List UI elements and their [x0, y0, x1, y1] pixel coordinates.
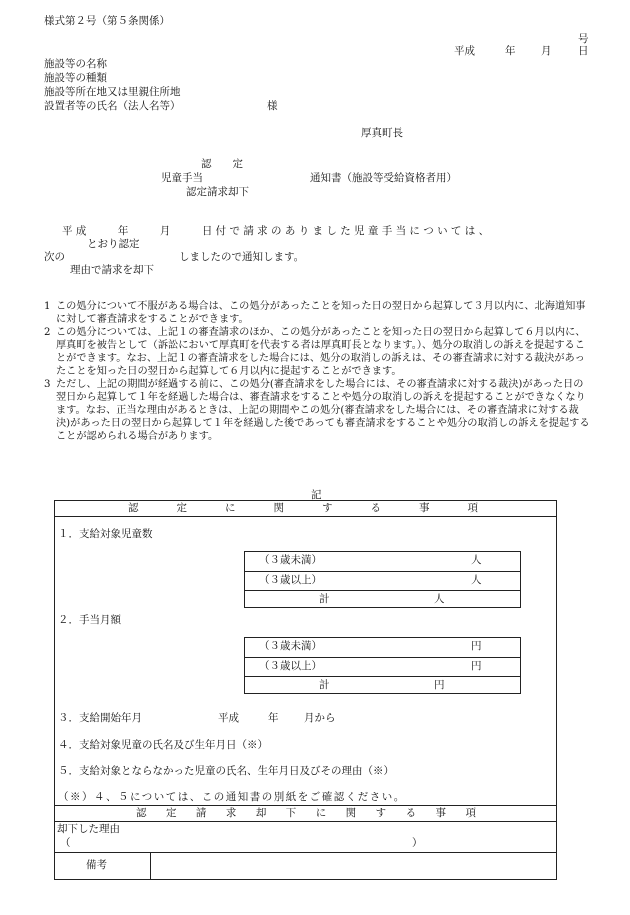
date-day: 日 [578, 45, 589, 57]
reject-reason-close: ） [412, 837, 423, 849]
honorific: 様 [267, 100, 278, 112]
facility-address-label: 施設等所在地又は里親住所地 [44, 86, 181, 98]
title-child-allowance: 児童手当 [161, 172, 203, 184]
title-notice: 通知書（施設等受給資格者用） [310, 172, 457, 184]
number-mark: 号 [578, 33, 589, 45]
item4-label: ４．支給対象児童の氏名及び生年月日（※） [58, 739, 268, 751]
table-row: （３歳以上） 円 [245, 657, 520, 676]
divider [150, 852, 151, 880]
facility-name-label: 施設等の名称 [44, 58, 107, 70]
body-tail: しましたので通知します。 [179, 251, 305, 263]
body-option-reject: 理由で請求を却下 [70, 264, 154, 276]
remark: （※）４、５については、この通知書の別紙をご確認ください。 [58, 791, 406, 803]
issuer: 厚真町長 [361, 127, 403, 139]
item1-label: １．支給対象児童数 [58, 528, 153, 540]
item3-year: 年 [268, 712, 279, 724]
table-row: （３歳以上） 人 [245, 571, 520, 590]
table-row: （３歳未満） 人 [259, 554, 482, 566]
reject-header: 認 定 請 求 却 下 に 関 す る 事 項 [136, 807, 476, 819]
item2-label: ２．手当月額 [58, 614, 121, 626]
form-id: 様式第２号（第５条関係） [44, 15, 170, 27]
owner-name-label: 設置者等の氏名（法人名等） [44, 100, 181, 112]
allowance-amount-table [244, 637, 521, 694]
item3-month: 月から [304, 712, 336, 724]
note-item: 2 この処分については、上記１の審査請求のほか、この処分があったことを知った日の翌日から起算して６月以内に、厚真町を被告として（訴訟において厚真町を代表する者は厚真町長となります。）、処分の取消しの訴えを提起することができます。なお、上記１の審査請求をした場合には、処分の取消しの訴えは、その審査請求に対する裁決があったことを知った日の翌日から起算して６月以内に提起することができます。 [44, 327, 586, 377]
note-item: 1 この処分について不服がある場合は、この処分があったことを知った日の翌日から起算して３月以内に、北海道知事に対して審査請求をすることができます。 [44, 301, 586, 325]
body-line1: 平 成 年 月 日 付 で 請 求 の あ り ま し た 児 童 手 当 に つ い て は 、 [62, 225, 490, 237]
divider [54, 852, 557, 853]
ki-mark: 記 [311, 489, 322, 501]
facility-type-label: 施設等の種類 [44, 72, 107, 84]
reject-reason-open: （ [60, 837, 71, 849]
body-next: 次の [44, 251, 65, 263]
cert-header: 認 定 に 関 す る 事 項 [128, 502, 478, 514]
item5-label: ５．支給対象とならなかった児童の氏名、生年月日及びその理由（※） [58, 765, 394, 777]
date-era: 平成 [454, 45, 475, 57]
divider [54, 805, 557, 806]
appeal-notes [44, 300, 592, 443]
date-month: 月 [541, 45, 552, 57]
item3-era: 平成 [218, 712, 239, 724]
item3-label: ３．支給開始年月 [58, 712, 142, 724]
child-count-table [244, 551, 521, 608]
table-row: 計 円 [245, 676, 520, 695]
reject-reason-label: 却下した理由 [57, 823, 120, 835]
remarks-label: 備考 [86, 859, 107, 871]
date-year: 年 [505, 45, 516, 57]
note-item: 3 ただし、上記の期間が経過する前に、この処分(審査請求をした場合には、その審査請求に対する裁決)があった日の翌日から起算して１年を経過した場合は、審査請求をすることや処分の取消しの訴えを提起することができなくなります。なお、正当な理由があるときは、上記の期間やこの処分(審査請求をした場合には、その審査請求に対する裁決)があった日の翌日から起算して１年を経過した後であっても審査請求をすることや処分の取消しの訴えを提起することが認められる場合があります。 [44, 379, 590, 442]
divider [54, 516, 557, 517]
table-row: （３歳未満） 円 [259, 640, 482, 652]
divider [54, 821, 557, 822]
title-reject: 認定請求却下 [186, 186, 249, 198]
title-approve: 認 定 [201, 158, 243, 170]
body-option-approve: とおり認定 [87, 238, 140, 250]
table-row: 計 人 [245, 590, 520, 609]
